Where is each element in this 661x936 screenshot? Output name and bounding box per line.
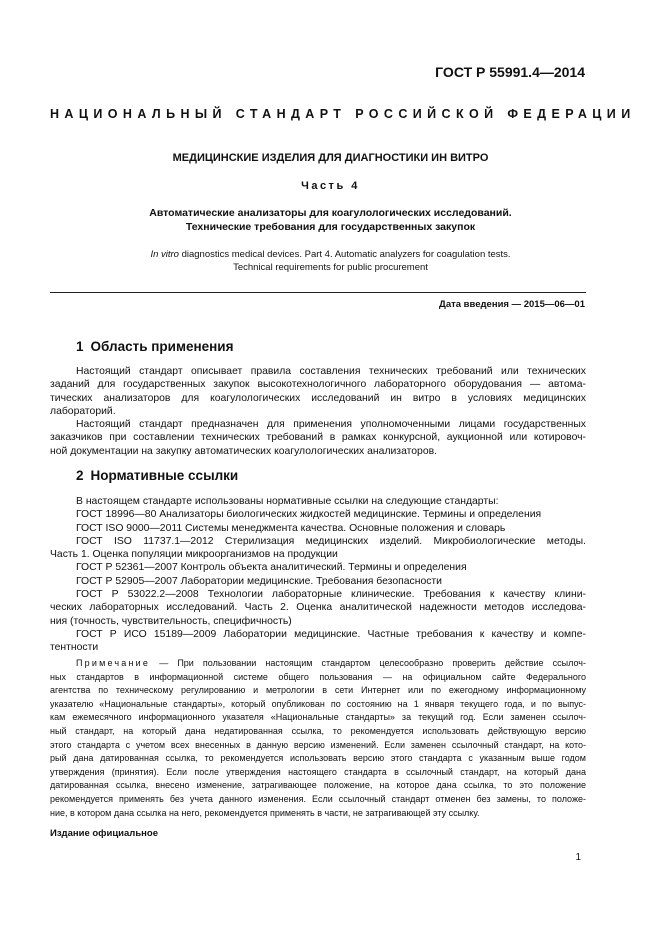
effective-date: Дата введения — 2015—06—01 — [439, 299, 585, 310]
note-line: агентства по техническому регулированию и метрологии в сети Интернет или по ежегодному информационному — [50, 685, 586, 696]
document-subtitle — [0, 206, 661, 234]
text-line: заказчиков при составлении технических требований в рамках конкурсной, аукционной или котировоч- — [50, 432, 586, 444]
note-line: рекомендуется применять без учета данного изменения. Если ссылочный стандарт отменен без замены, то положе- — [50, 793, 586, 804]
header-divider — [50, 292, 586, 293]
standard-code: ГОСТ Р 55991.4—2014 — [435, 64, 585, 80]
text-line: тических анализаторов для коагулологических исследований ин витро в условиях медицинских — [50, 392, 586, 404]
reference-line: тентности — [50, 642, 99, 654]
document-title: МЕДИЦИНСКИЕ ИЗДЕЛИЯ ДЛЯ ДИАГНОСТИКИ ИН ВИТРО — [172, 152, 489, 164]
reference-line: ГОСТ Р 52905—2007 Лаборатории медицинские. Требования безопасности — [76, 575, 442, 587]
reference-line: Часть 1. Оценка популяции микроорганизмов на продукции — [50, 549, 338, 561]
note-line: датированная ссылка, внесено изменение, затрагивающее положение, на которое дана ссылка, то это положение — [50, 780, 586, 791]
reference-line: ГОСТ ISO 9000—2011 Системы менеджмента качества. Основные положения и словарь — [76, 522, 506, 534]
english-title — [0, 248, 661, 274]
note-line — [50, 657, 586, 671]
subtitle-line: Автоматические анализаторы для коагулологических исследований. — [149, 207, 512, 219]
section-1-heading — [76, 339, 233, 354]
reference-line: ГОСТ ISO 11737.1—2012 Стерилизация медицинских изделий. Микробиологические методы. — [76, 535, 586, 547]
note-line: ный стандарт, на который дана недатированная ссылка, то рекомендуется использовать действующую версию — [50, 725, 586, 736]
note-line: утверждения (принятия). Если после утверждения настоящего стандарта в ссылочный стандарт, на который дана — [50, 766, 586, 777]
text-line: В настоящем стандарте использованы нормативные ссылки на следующие стандарты: — [76, 496, 499, 507]
national-standard-banner: НАЦИОНАЛЬНЫЙ СТАНДАРТ РОССИЙСКОЙ ФЕДЕРАЦИИ — [50, 107, 636, 121]
note-first-rest: — При пользовании настоящим стандартом целесообразно проверить действие ссылоч- — [150, 658, 586, 668]
section-number: 1 — [76, 339, 84, 354]
section-number: 2 — [76, 468, 84, 483]
text-line: заданий для государственных закупок высокотехнологичного лабораторного оборудования — автома- — [50, 379, 586, 391]
text-line: лабораторий. — [50, 405, 116, 417]
section-1-body — [50, 365, 586, 458]
reference-line: ГОСТ Р 53022.2—2008 Технологии лабораторные клинические. Требования к качеству клини- — [76, 589, 586, 601]
note-line: ние, в котором дана ссылка на него, рекомендуется применять в части, не затрагивающей эту ссылку. — [50, 807, 480, 818]
reference-line: ГОСТ Р ИСО 15189—2009 Лаборатории медицинские. Частные требования к качеству и компе- — [76, 628, 586, 640]
part-label: Часть 4 — [301, 180, 360, 192]
note-line: рый дана датированная ссылка, то рекомендуется использовать версию этого стандарта с указанным выше годом — [50, 753, 586, 764]
section-title: Область применения — [90, 339, 234, 354]
note-line: кам ежемесячного информационного указателя «Национальные стандарты» за текущий год. Если заменен ссылоч- — [50, 712, 586, 723]
text-line: ной документации на закупку автоматических коагулологических анализаторов. — [50, 445, 438, 457]
section-title: Нормативные ссылки — [90, 468, 239, 483]
note-block — [50, 657, 586, 820]
official-edition-label: Издание официальное — [50, 828, 158, 839]
section-2-body — [50, 495, 586, 655]
note-lead: Примечание — [76, 658, 151, 668]
page-number: 1 — [575, 852, 581, 863]
reference-line: ГОСТ Р 52361—2007 Контроль объекта аналитический. Термины и определения — [76, 562, 467, 574]
english-title-line: Technical requirements for public procurement — [233, 262, 428, 273]
note-line: этого стандарта с учетом всех внесенных в данную версию изменений. Если заменен ссылочный стандарт, на кото- — [50, 739, 586, 750]
subtitle-line: Технические требования для государственных закупок — [185, 221, 476, 233]
english-title-rest: diagnostics medical devices. Part 4. Automatic analyzers for coagulation tests. — [178, 249, 511, 260]
text-line: Настоящий стандарт предназначен для применения уполномоченными лицами государственных — [76, 419, 586, 431]
reference-line: ГОСТ 18996—80 Анализаторы биологических жидкостей медицинские. Термины и определения — [76, 509, 542, 521]
reference-line: ческих лабораторных исследований. Часть 2. Оценка аналитической надежности методов исследова- — [50, 602, 586, 614]
note-line: ных стандартов в информационной системе общего пользования — на официальном сайте Федерального — [50, 671, 586, 682]
section-2-heading — [76, 468, 238, 483]
note-line: указателю «Национальные стандарты», который опубликован по состоянию на 1 января текущего года, и по выпус- — [50, 698, 586, 709]
text-line: Настоящий стандарт описывает правила составления технических требований или технических — [76, 366, 586, 377]
reference-line: ния (точность, чувствительность, специфичность) — [50, 615, 292, 627]
english-title-italic: In vitro — [150, 249, 179, 260]
english-title-line — [0, 248, 661, 261]
